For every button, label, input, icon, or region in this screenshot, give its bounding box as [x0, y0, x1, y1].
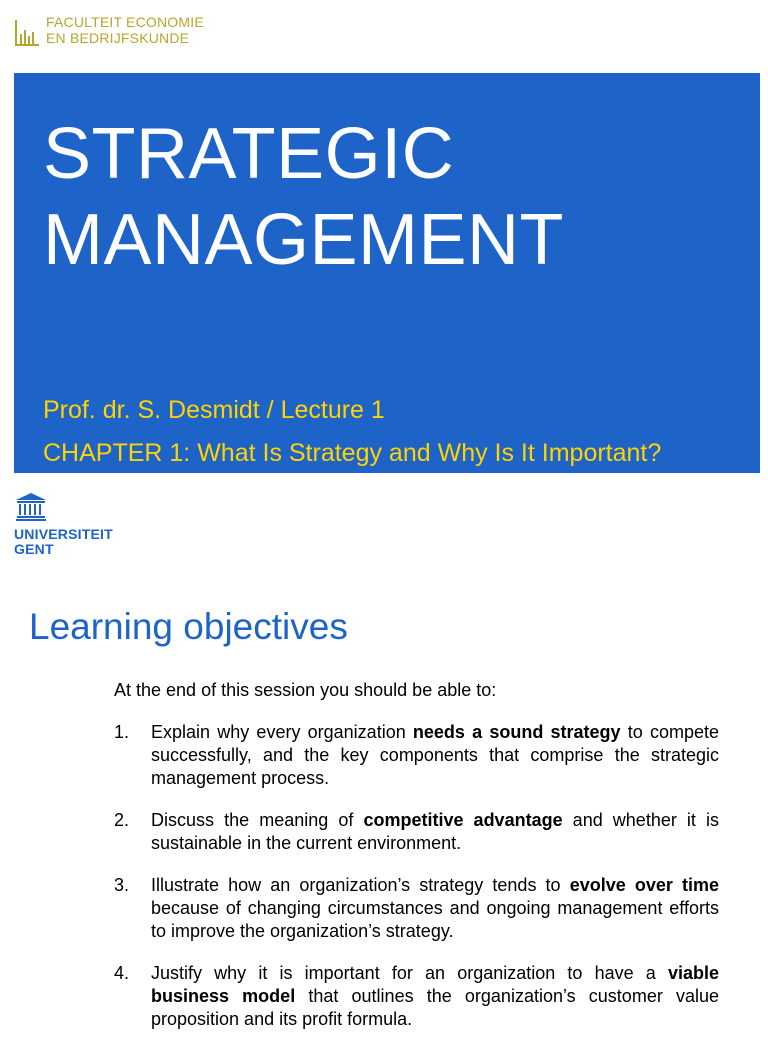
objective-text: that outlines the organization’s customer value proposition and its profit formula.: [151, 986, 720, 1029]
objective-number: 3.: [114, 875, 130, 895]
objective-emphasis: needs a sound strategy: [412, 722, 621, 742]
chapter-line: CHAPTER 1: What Is Strategy and Why Is It Important?: [43, 439, 662, 467]
faculty-name-line1: FACULTEIT ECONOMIE: [46, 14, 204, 30]
objective-item: [114, 809, 719, 855]
university-building-icon: [15, 493, 47, 521]
author-line: Prof. dr. S. Desmidt / Lecture 1: [43, 396, 385, 424]
objective-text: Illustrate how an organization’s strategy tends to: [151, 875, 570, 895]
objective-number: 4.: [114, 963, 130, 983]
objective-item: [114, 721, 719, 790]
objective-item: [114, 874, 719, 943]
title-line1: STRATEGIC: [43, 114, 455, 194]
objective-text: because of changing circumstances and ongoing management efforts to improve the organization’s strategy.: [151, 898, 719, 941]
objective-text: and whether it is sustainable in the current environment.: [151, 810, 720, 853]
objective-emphasis: evolve over time: [569, 875, 719, 895]
faculty-name-line2: EN BEDRIJFSKUNDE: [46, 30, 190, 46]
objective-number: 2.: [114, 810, 130, 830]
university-name-line2: GENT: [14, 541, 54, 557]
objective-emphasis: viable business model: [151, 963, 719, 1006]
university-logo: [14, 493, 113, 557]
objective-text: Discuss the meaning of: [151, 810, 364, 830]
objectives-intro: At the end of this session you should be able to:: [114, 680, 497, 700]
slide-title: [43, 111, 564, 283]
university-name-line1: UNIVERSITEIT: [14, 526, 113, 542]
title-line2: MANAGEMENT: [43, 200, 565, 280]
objective-text: Justify why it is important for an organization to have a: [151, 963, 668, 983]
faculty-logo: [14, 14, 204, 46]
objective-item: [114, 962, 719, 1031]
title-banner: [14, 73, 760, 473]
learning-objectives-heading: Learning objectives: [29, 606, 348, 647]
objectives-list: [114, 721, 719, 1050]
objective-emphasis: competitive advantage: [363, 810, 563, 830]
objective-text: to compete successfully, and the key components that comprise the strategic management process.: [151, 722, 719, 788]
objective-text: Explain why every organization: [151, 722, 413, 742]
objective-number: 1.: [114, 722, 130, 742]
bar-chart-icon: [14, 16, 40, 46]
